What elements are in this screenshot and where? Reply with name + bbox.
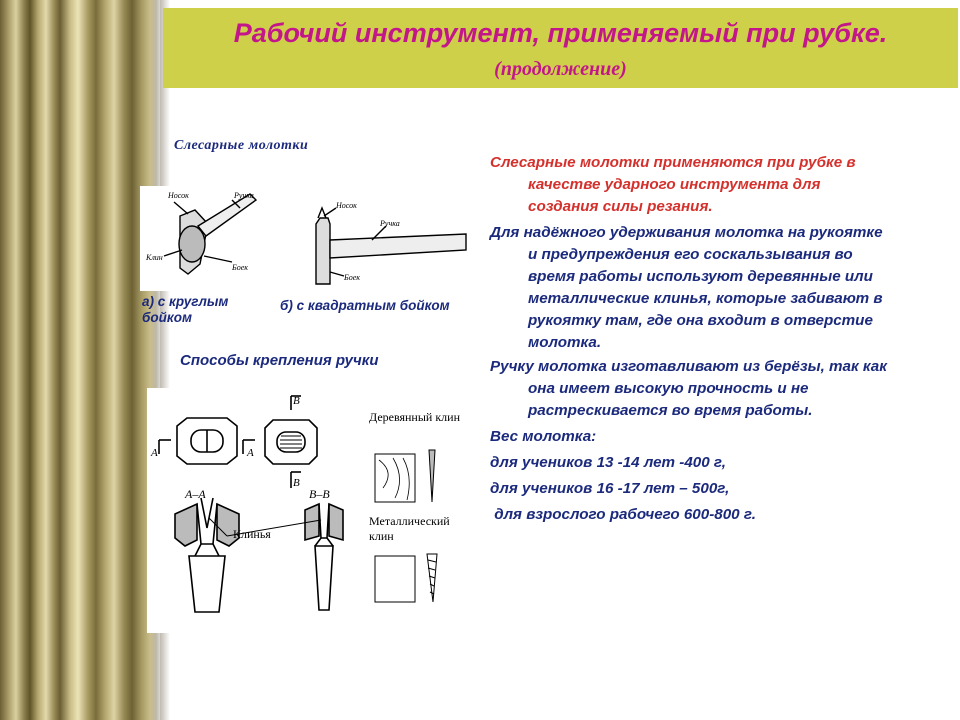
part-ruchka-label-b: Ручка [380, 219, 400, 228]
text-para-2: Для надёжного удерживания молотка на рукоятке и предупреждения его соскальзывания во время работы используют деревянные или металлические клинья, которые забивают в рукоятку там, где она входит в отверстие молотка. [490, 224, 883, 351]
weight-line-1: для учеников 13 -14 лет -400 г, [490, 454, 727, 471]
wood-wedge-label: Деревянный клин [369, 410, 461, 424]
marker-b-top: В [293, 395, 300, 407]
fixing-caption: Способы крепления ручки [180, 352, 379, 369]
weight-title: Вес молотка: [490, 428, 597, 445]
hammers-caption: Слесарные молотки [174, 138, 309, 153]
text-column [490, 152, 890, 526]
text-para-1: Слесарные молотки применяются при рубке в качестве ударного инструмента для создания силы резания. [490, 154, 856, 215]
hammer-round-label: а) с круглым бойком [142, 294, 229, 325]
part-klin-label: Клин [146, 253, 163, 262]
marker-b-bottom: В [293, 477, 300, 489]
part-nosok-label-b: Носок [336, 201, 357, 210]
section-aa-label: А–А [185, 487, 206, 501]
part-nosok-label: Носок [168, 191, 189, 200]
section-bb-label: В–В [309, 487, 330, 501]
hammer-square-illustration [300, 196, 470, 291]
marker-a-left: А [151, 447, 158, 459]
hammer-round-illustration [140, 186, 275, 291]
part-boek-label-b: Боек [344, 273, 361, 282]
part-ruchka-label: Ручка [234, 191, 254, 200]
metal-wedge-label: Металлический клин [369, 514, 450, 543]
wedges-label: Клинья [233, 527, 271, 541]
decorative-curtain [0, 0, 160, 720]
slide-subtitle: (продолжение) [494, 58, 627, 80]
title-banner [163, 8, 958, 88]
handle-fixing-illustration [147, 388, 467, 633]
weight-line-3: для взрослого рабочего 600-800 г. [490, 506, 756, 523]
text-para-3: Ручку молотка изготавливают из берёзы, так как она имеет высокую прочность и не растрескивается во время работы. [490, 358, 887, 419]
slide-title: Рабочий инструмент, применяемый при рубке. [233, 18, 888, 48]
part-boek-label: Боек [232, 263, 249, 272]
hammer-square-label: б) с квадратным бойком [280, 298, 450, 313]
marker-a-right: А [247, 447, 254, 459]
weight-line-2: для учеников 16 -17 лет – 500г, [490, 480, 730, 497]
